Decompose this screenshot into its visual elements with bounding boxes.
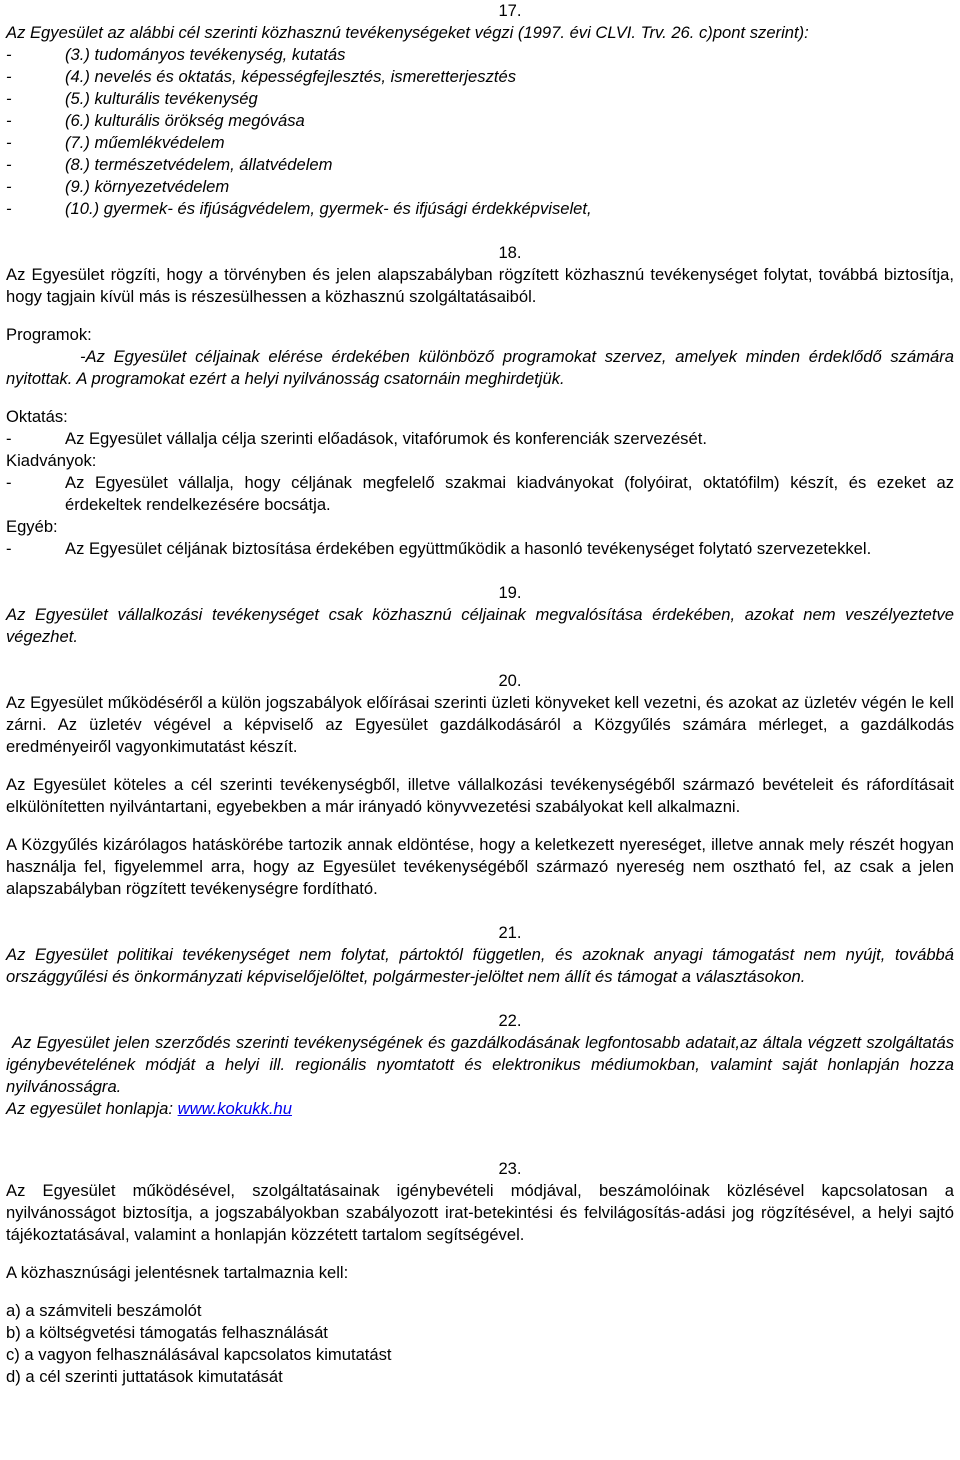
list-item: d) a cél szerinti juttatások kimutatását bbox=[6, 1367, 283, 1386]
list-item: - (4.) nevelés és oktatás, képességfejlesztés, ismeretterjesztés bbox=[6, 66, 954, 88]
kiadvanyok-list bbox=[6, 472, 954, 516]
paragraph: A közhasznúsági jelentésnek tartalmaznia kell: bbox=[6, 1263, 349, 1282]
homepage-link[interactable]: www.kokukk.hu bbox=[177, 1099, 292, 1118]
list-item: - Az Egyesület céljának biztosítása érdekében együttműködik a hasonló tevékenységet folytató szervezetekkel. bbox=[6, 538, 954, 560]
section-20 bbox=[6, 670, 954, 900]
list-item: - (10.) gyermek- és ifjúságvédelem, gyermek- és ifjúsági érdekképviselet, bbox=[6, 198, 954, 220]
section-22 bbox=[6, 1010, 954, 1120]
paragraph: A Közgyűlés kizárólagos hatáskörébe tartozik annak eldöntése, hogy a keletkezett nyereséget, illetve annak mely részét hogyan használja fel, figyelemmel arra, hogy az Egyesület tevékenységéből származó nyereség nem osztható fel, az csak a jelen alapszabályban rögzített tevékenységre fordítható. bbox=[6, 835, 954, 898]
list-item: - Az Egyesület vállalja célja szerinti előadások, vitafórumok és konferenciák szervezését. bbox=[6, 428, 954, 450]
oktatas-label: Oktatás: bbox=[6, 407, 68, 426]
kiadvanyok-label: Kiadványok: bbox=[6, 451, 97, 470]
list-item: - (3.) tudományos tevékenység, kutatás bbox=[6, 44, 954, 66]
section-17 bbox=[6, 0, 954, 220]
section-number: 22. bbox=[498, 1011, 522, 1030]
paragraph: Az Egyesület működésével, szolgáltatásainak igénybevételi módjával, beszámolóinak közlésével kapcsolatosan a nyilvánosságot biztosítja, a jogszabályokban szabályozott irat-betekintési és felvilágosítás-adási jog rögzítésével, a helyi sajtó tájékoztatásával, valamint a honlapján közzétett tartalom segítségével. bbox=[6, 1181, 954, 1244]
paragraph: Az Egyesület rögzíti, hogy a törvényben és jelen alapszabályban rögzített közhasznú tevékenységet folytat, továbbá biztosítja, hogy tagjain kívül más is részesülhessen a közhasznú szolgáltatásaiból. bbox=[6, 265, 954, 306]
section-23 bbox=[6, 1158, 954, 1388]
section-number: 23. bbox=[498, 1159, 522, 1178]
list-item: - (8.) természetvédelem, állatvédelem bbox=[6, 154, 954, 176]
paragraph: Az Egyesület működéséről a külön jogszabályok előírásai szerinti üzleti könyveket kell vezetni, és azokat az üzletév végén le kell zárni. Az üzletév végével a képviselő az Egyesület gazdálkodásáról a Közgyűlés számára mérleget, a gazdálkodás eredményeiről vagyonkimutatást készít. bbox=[6, 693, 954, 756]
paragraph: Az Egyesület jelen szerződés szerinti tevékenységének és gazdálkodásának legfontosabb adatait,az általa végzett szolgáltatás igénybevételének módját a helyi ill. regionális nyomtatott és elektronikus médiumokban, valamint saját honlapján hozza nyilvánosságra. bbox=[6, 1033, 954, 1096]
programok-label: Programok: bbox=[6, 325, 92, 344]
paragraph: Az Egyesület politikai tevékenységet nem folytat, pártoktól független, és azoknak anyagi támogatást nem nyújt, továbbá országgyűlési és önkormányzati képviselőjelöltet, polgármester-jelöltet nem állít és támogat a választásokon. bbox=[6, 945, 954, 986]
report-contents-list bbox=[6, 1300, 954, 1388]
paragraph: Az Egyesület köteles a cél szerinti tevékenységből, illetve vállalkozási tevékenységéből származó bevételeit és ráfordításait elkülönítetten nyilvántartani, egyebekben a már irányadó könyvvezetési szabályokat kell alkalmazni. bbox=[6, 775, 954, 816]
list-item: - (7.) műemlékvédelem bbox=[6, 132, 954, 154]
activity-list bbox=[6, 44, 954, 220]
section-number: 19. bbox=[498, 583, 522, 602]
paragraph: Az Egyesület vállalkozási tevékenységet csak közhasznú céljainak megvalósítása érdekében, azokat nem veszélyeztetve végezhet. bbox=[6, 605, 954, 646]
egyeb-list bbox=[6, 538, 954, 560]
list-item: b) a költségvetési támogatás felhasználását bbox=[6, 1323, 328, 1342]
list-item: - Az Egyesület vállalja, hogy céljának megfelelő szakmai kiadványokat (folyóirat, oktatófilm) készít, és ezeket az érdekeltek rendelkezésére bocsátja. bbox=[6, 472, 954, 516]
section-18 bbox=[6, 242, 954, 560]
section-number: 18. bbox=[498, 243, 522, 262]
section-19 bbox=[6, 582, 954, 648]
list-item: - (6.) kulturális örökség megóvása bbox=[6, 110, 954, 132]
section-number: 21. bbox=[498, 923, 522, 942]
list-item: c) a vagyon felhasználásával kapcsolatos kimutatást bbox=[6, 1345, 392, 1364]
oktatas-list bbox=[6, 428, 954, 450]
section-number: 20. bbox=[498, 671, 522, 690]
homepage-line bbox=[6, 1098, 954, 1120]
list-item: - (9.) környezetvédelem bbox=[6, 176, 954, 198]
section-21 bbox=[6, 922, 954, 988]
list-item: a) a számviteli beszámolót bbox=[6, 1301, 202, 1320]
programok-text: -Az Egyesület céljainak elérése érdekében különböző programokat szervez, amelyek minden érdeklődő számára nyitottak. A programokat ezért a helyi nyilvánosság csatornáin meghirdetjük. bbox=[6, 347, 954, 388]
egyeb-label: Egyéb: bbox=[6, 517, 58, 536]
section-intro: Az Egyesület az alábbi cél szerinti közhasznú tevékenységeket végzi (1997. évi CLVI. Trv. 26. c)pont szerint): bbox=[6, 23, 809, 42]
list-item: - (5.) kulturális tevékenység bbox=[6, 88, 954, 110]
section-number: 17. bbox=[498, 1, 522, 20]
homepage-label: Az egyesület honlapja: bbox=[6, 1099, 173, 1118]
